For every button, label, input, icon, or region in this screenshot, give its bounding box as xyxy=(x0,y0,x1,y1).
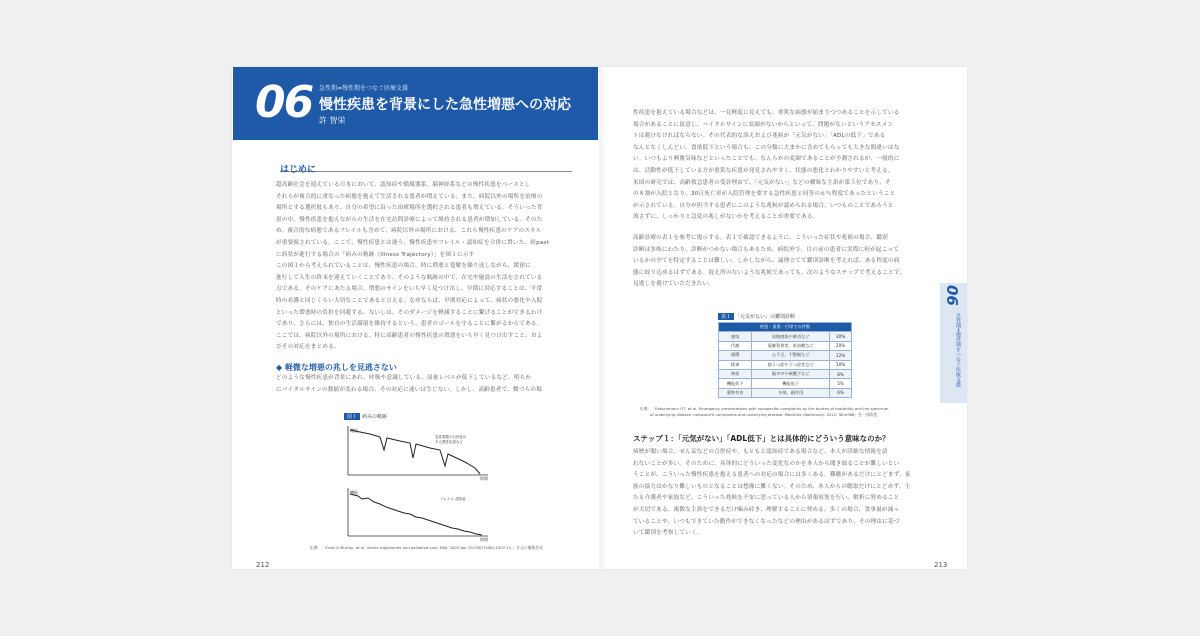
section-heading xyxy=(280,157,572,175)
table-row xyxy=(719,341,852,350)
table-row xyxy=(719,360,852,369)
chapter-header xyxy=(233,67,598,140)
table-cell: 代謝 xyxy=(719,341,752,350)
text-line: い。いつもより興奮気味などといったことでも、なんらかの変調であることが予測されるが、一般的に xyxy=(633,156,900,163)
differential-table xyxy=(718,322,852,398)
text-line: 態に絞り込めるはずである。捉え所のないような兆候であっても、次のようなステップで考えることで、 xyxy=(633,269,906,276)
table-cell: 精神 xyxy=(719,360,752,369)
text-line: め、複合的な病態であるフレイルも含めて、病院以外の場所における、これら慢性疾患のケアのスキル xyxy=(276,228,542,235)
figure-graphics xyxy=(340,410,500,542)
text-line: 点である。そのケアにあたる場合、増悪のサインをいち早く見つけ出し、早期に対応することは、平常 xyxy=(276,286,543,293)
page-number-left: 212 xyxy=(256,561,270,569)
step-text xyxy=(633,447,935,540)
bottom-note: フレイル･認知症 xyxy=(440,497,466,501)
table-cell: 5% xyxy=(830,379,852,388)
chapter-author: 許 智栄 xyxy=(319,116,346,125)
text-line: 族の協力はかなり難しいものとなることは想像に難くない。そのため、本人からの聴取だけにとどめず、主 xyxy=(633,483,911,490)
table-cell: 抑うつ症やうつ症状など xyxy=(752,360,830,369)
text-line: にバイタルサインの数値が変わる場合、その対応に迷いは生じない。しかし、高齢患者で、微づらの場 xyxy=(276,386,543,393)
table-cell: 6% xyxy=(830,388,852,397)
subsection-title: ◆ 軽微な増悪の兆しを見逃さない xyxy=(276,363,397,372)
text-line: であり、さらには、独自の生活環境を維持するという、患者のゴールを守ることに繋がるからである。 xyxy=(276,321,543,328)
table-cell: 機能低下 xyxy=(752,379,830,388)
chapter-number: 06 xyxy=(255,77,313,128)
text-line: 見逃しを避けていただきたい。 xyxy=(633,281,715,288)
side-tab-text: 急性期⇔慢性期をつなぐ医療支援 xyxy=(955,313,961,388)
table-row xyxy=(719,388,852,397)
table-row xyxy=(719,351,852,360)
table-cell: 循環 xyxy=(719,351,752,360)
table-row xyxy=(719,332,852,341)
top-x-label: 時間 xyxy=(480,476,488,481)
table-label: 表１ xyxy=(718,313,734,320)
figure-source: 出典：「Scott A Murray, et al. Illness trajectories and palliative care. BMJ. 2005 Apr 30;330(7498):1007-11.」を元に編集作成 xyxy=(310,545,543,550)
text-line: 性疾患を抱えている場合などは、一見軽度に見えても、重篤な病態が始まりつつあることを示している xyxy=(633,110,900,116)
side-tab xyxy=(940,283,967,403)
table-cell: 脳卒中や硬膜下など xyxy=(752,369,830,378)
side-tab-number: 06 xyxy=(943,285,961,306)
text-line: ていることや、いつもできていた動作ができなくなったなどの理由があるはずであり、その理由に基づ xyxy=(633,518,900,525)
text-line: びその対応をまとめる。 xyxy=(276,344,340,351)
text-line: たる介護者や家族など、こういった兆候を不安に思っている人から情報収集を行い、解析に努めること xyxy=(633,495,900,502)
table-cell: 感染 xyxy=(719,332,752,341)
text-line: いるかの全てを特定することは難しい。しかしながら、論理立てて鑑別診断を考えれば、ある程度の病 xyxy=(633,258,900,265)
table-cell: 神経 xyxy=(719,369,752,378)
page-number-right: 213 xyxy=(934,561,948,569)
top-note-1: 急性増悪や合併症の xyxy=(435,435,467,439)
text-line: といった増悪時の負担を回避する、ないしは、そのダメージを軽減することに繋げることができるわけ xyxy=(276,309,543,316)
table-row xyxy=(719,369,852,378)
table-source-1: 出典：「Rutschmann OT, et al. Emergency presentations with nonspecific complaints by the burden of morbidity and the spectrum xyxy=(640,406,889,411)
text-line: 場合があることに留意し、バイタルサインに変調がないからといって、問題がないというアセスメン xyxy=(633,121,894,128)
table-cell: 多剤、副作用 xyxy=(752,388,830,397)
top-note-2: ある慢性疾患など xyxy=(435,440,463,444)
text-line: それらが複合的に重なった病態を抱えて生活される患者が増えている。また、病院以外の場所を治療の xyxy=(276,193,543,200)
table-cell: 12% xyxy=(830,351,852,360)
text-line: 病歴が聞い場合、せん妄などの合併症や、もともと認知症である場合など、本人が詳細な情報を語 xyxy=(633,449,888,455)
text-line: トは避けなければならない。その代表的な訴えおよび兆候が「元気がない」「ADLの低下」である xyxy=(633,133,886,140)
text-line: ここでは、病院以外の場所における、特に高齢患者の慢性疾患の増悪をいち早く見つけ出すこと、およ xyxy=(276,332,543,339)
text-line: いて鑑別を考察していく。 xyxy=(633,530,703,537)
chapter-kicker: 急性期⇔慢性期をつなぐ医療支援 xyxy=(319,85,409,92)
text-line: 流さずに、しっかりと急変の兆しがないかを考えることが重要である。 xyxy=(633,214,819,221)
table-row xyxy=(719,379,852,388)
text-line: 超高齢社会を迎えている日本において、認知症や循環器系、脳神経系などの慢性疾患をベースとし xyxy=(276,182,531,188)
text-line: に病状が進行する場合の「病みの軌跡（Illness Trajectory）」を図１に示す xyxy=(276,251,475,258)
table-cell: 尿路感染や肺炎など xyxy=(752,332,830,341)
text-line: 時の看護と同じくらい大切なことであると言える。なぜならば、早期対応によって、病状の悪化や入院 xyxy=(276,297,543,304)
text-line: 進行して人生の終末を迎えていくことであり、そのような軌跡の中で、在宅や施設の生活をされている xyxy=(276,274,543,281)
text-line: が示されている。自分が担当する患者にこのような兆候が認められる場合、いつものことであろうと xyxy=(633,202,894,209)
bottom-y-label: 機能 xyxy=(350,490,358,495)
section-title: はじめに xyxy=(280,165,317,175)
text-line: 景の中、慢性疾患を抱えながらの生活を在宅訪問診療によって維持される患者が増加している。そのた xyxy=(276,216,543,223)
book-gutter xyxy=(599,67,607,569)
sub-text xyxy=(276,373,572,396)
table-cell: 30% xyxy=(830,332,852,341)
table-cell: 機能低下 xyxy=(719,379,752,388)
text-line: れないことが多い。そのために、具体的にどういった変化なのかを本人から聞き取ることが難しいとい xyxy=(633,460,900,467)
table-cell: 8% xyxy=(830,369,852,378)
text-line: が重要視されている。ここで、慢性疾患とは違う、慢性疾患やフレイル・認知症を合併に置いた、経past xyxy=(276,239,549,246)
intro-text xyxy=(276,180,572,354)
table-caption: 「元気がない」の鑑別診断 xyxy=(735,314,796,320)
table-cell: 20% xyxy=(830,341,852,350)
text-line: が大切である。複数な主訴をできるだけ噛み砕き、理解することに努める。多くの場合、食事量が減っ xyxy=(633,506,900,513)
table-cell: 心不全、不整脈など xyxy=(752,351,830,360)
chapter-title: 慢性疾患を背景にした急性増悪への対応 xyxy=(319,97,571,113)
text-line: この図１から考えられていることは、慢性疾患の場合、時に増悪と寛解を繰り返しながら、緩徐に xyxy=(276,263,531,270)
table-header: 疾患・重篤・付帯での件数 xyxy=(719,323,852,332)
figure-caption: 病みの軌跡 xyxy=(362,414,388,420)
text-line: なんとなくしんどい、食欲低下という場合も、この分類に大まかに含めてもらっても大きな間違いはな xyxy=(633,144,900,151)
bottom-x-label: 時間 xyxy=(480,537,488,542)
table-source-2: of underlying disease: nonspecific complaints and underlying disease. Medicine (Baltimore). 2012; 98:e968」を一部改変 xyxy=(650,412,878,417)
text-line: は、活動性が低下している方が重篤な疾患が発見されやすく、状態の悪化とわかりやすいと考える。 xyxy=(633,167,894,174)
step-heading: ステップ１：「元気がない」「ADL低下」とは具体的にどういう意味なのか？ xyxy=(633,434,890,443)
figure-illness-trajectory xyxy=(340,410,500,542)
text-line: どのような慢性疾患が背景にあれ、呼吸や意識している、尿量レベルが低下しているなど、明らか xyxy=(276,375,532,381)
figure-label: 図１ xyxy=(344,413,360,420)
table-cell: 電解質異常、低血糖など xyxy=(752,341,830,350)
table-cell: 10% xyxy=(830,360,852,369)
text-line: 場所とする選択肢もあり、自分の希望に沿った治療場所を選択される患者も増えている。そういった背 xyxy=(276,205,543,212)
right-text-2 xyxy=(633,233,935,291)
text-line: の８割が入院となり、30日死亡率が入院管理を要する急性疾患と同等の６％程度であったということ xyxy=(633,191,896,198)
right-text-1 xyxy=(633,108,935,224)
top-y-label: 機能 xyxy=(350,428,358,433)
text-line: 高齢診療の表１を参考に提示する。表１で確認できるように、こういった症状や兆候の場合、鑑別 xyxy=(633,235,888,241)
table-cell: 薬物有害 xyxy=(719,388,752,397)
text-line: うことが、こういった慢性疾患を抱える患者への対応の場合には多くある。難聴があるだけにとどまず、家 xyxy=(633,472,911,479)
text-line: 米国の研究では、高齢救急患者の受診理由で、「元気がない」などの曖昧な主訴が第５位であり、そ xyxy=(633,179,891,186)
text-line: 診断は多岐にわたり、診断がつかない場合もあるため、病院外で、目の前の患者に実際に何が起こって xyxy=(633,246,900,253)
